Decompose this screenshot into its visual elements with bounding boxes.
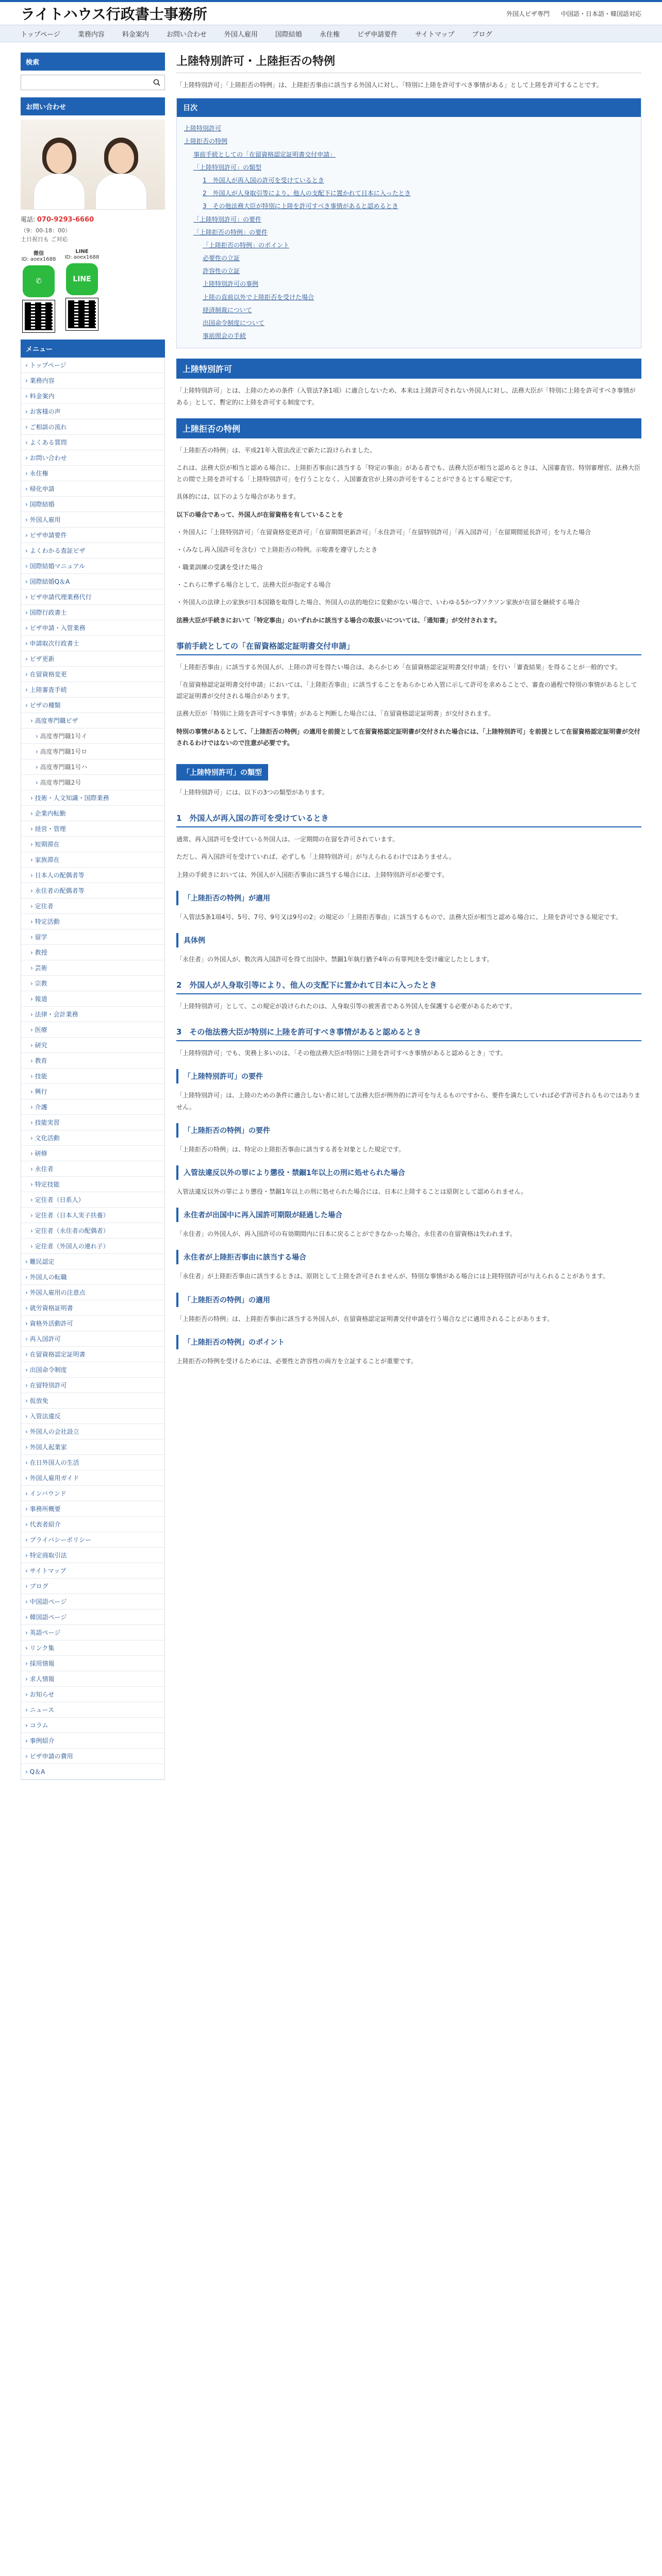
sidebar-menu-item[interactable]: › 介護	[21, 1099, 164, 1115]
section-heading: 上陸特別許可	[176, 359, 641, 379]
paragraph: 「上陸特別許可」でも、実務上多いのは、「その他法務大臣が特別に上陸を許可すべき事情があると認めるとき」です。	[176, 1049, 507, 1057]
toc-link[interactable]: 必要性の立証	[203, 255, 240, 262]
paragraph: 「永住者」の外国人が、再入国許可の有効期間内に日本に戻ることができなかった場合、永住者の在留資格は失われます。	[176, 1230, 517, 1238]
sidebar-menu-item[interactable]: › 外国人雇用の注意点	[21, 1285, 164, 1300]
sidebar-menu-item[interactable]: › 入管法違反	[21, 1409, 164, 1424]
toc-link[interactable]: 「上陸拒否の特例」のポイント	[203, 241, 290, 249]
contact-heading: お問い合わせ	[21, 97, 165, 115]
sidebar-menu-item[interactable]: › 特定商取引法	[21, 1548, 164, 1563]
paragraph: 「上陸拒否の特例」は、平成21年入管法改正で新たに設けられました。	[176, 446, 376, 454]
sidebar-menu-item[interactable]: › 芸術	[21, 960, 164, 976]
sidebar-menu-item[interactable]: › 在留特別許可	[21, 1378, 164, 1393]
sidebar-menu-item[interactable]: › 韓国語ページ	[21, 1609, 164, 1625]
office-hours	[21, 227, 165, 244]
toc-link[interactable]: 上陸特別許可の事例	[203, 280, 259, 288]
nav-employment[interactable]: 外国人雇用	[224, 30, 258, 39]
note: 法務大臣が手続きにおいて「特定事由」のいずれかに該当する場合の取扱いについては、「通知書」が交付されます。	[176, 616, 501, 624]
sidebar-menu-item[interactable]: › ビザ申請要件	[21, 528, 164, 543]
nav-requirements[interactable]: ビザ申請要件	[357, 30, 398, 39]
toc-link[interactable]: 上陸の直前以外で上陸拒否を受けた場合	[203, 293, 315, 301]
staff-figure-left	[31, 132, 88, 210]
sidebar-menu-item[interactable]: › トップページ	[21, 358, 164, 373]
paragraph: 具体的には、以下のような場合があります。	[176, 493, 300, 501]
sidebar-menu-item[interactable]: › 外国人雇用	[21, 512, 164, 528]
sidebar-menu-item[interactable]: › 難民認定	[21, 1254, 164, 1269]
paragraph: 入管法違反以外の罪により懲役・禁錮1年以上の刑に処せられた場合には、日本に上陸することは原則として認められません。	[176, 1188, 527, 1195]
sidebar-menu-item[interactable]: › 在留資格認定証明書	[21, 1347, 164, 1362]
sidebar-menu-item[interactable]: › 特定活動	[21, 914, 164, 929]
contact-photo	[21, 120, 165, 210]
subsection-heading: 「上陸特別許可」の類型	[176, 764, 268, 781]
sidebar-menu-item[interactable]: › よくある質問	[21, 435, 164, 450]
type-heading: 3 その他法務大臣が特別に上陸を許可すべき事情があると認めるとき	[176, 1023, 641, 1041]
toc-link[interactable]: 3 その他法務大臣が特別に上陸を許可すべき事情があると認めるとき	[203, 202, 399, 210]
sidebar-menu-item[interactable]: › 教授	[21, 945, 164, 960]
sidebar-menu-item[interactable]: › 国際行政書士	[21, 605, 164, 620]
sidebar-menu-item[interactable]: › 高度専門職1号ロ	[21, 744, 164, 759]
topic-heading: 入管法違反以外の罪により懲役・禁錮1年以上の刑に処せられた場合	[176, 1165, 641, 1180]
top-link-visa[interactable]: 外国人ビザ専門	[506, 10, 550, 18]
sidebar-menu-item[interactable]: › 求人情報	[21, 1671, 164, 1687]
sidebar-menu-item[interactable]: › 国際結婚マニュアル	[21, 558, 164, 574]
sidebar-menu-item[interactable]: › 文化活動	[21, 1130, 164, 1146]
main-nav	[0, 25, 662, 42]
sidebar-menu-item[interactable]: › 定住者	[21, 899, 164, 914]
sidebar-menu-item[interactable]: › 外国人雇用ガイド	[21, 1470, 164, 1486]
sidebar-menu-item[interactable]: › インバウンド	[21, 1486, 164, 1501]
wechat-card	[21, 249, 57, 332]
sidebar-menu-item[interactable]: › 代表者紹介	[21, 1517, 164, 1532]
sidebar-menu-item[interactable]: › 研究	[21, 1038, 164, 1053]
phone-label: 電話:	[21, 216, 36, 223]
sidebar-menu-item[interactable]: › 技能実習	[21, 1115, 164, 1130]
topic-heading: 「上陸拒否の特例」のポイント	[176, 1335, 641, 1349]
hours-days: 土日祝日も ご対応	[21, 235, 68, 243]
sidebar-menu-item[interactable]: › 高度専門職1号イ	[21, 728, 164, 744]
sidebar-menu-item[interactable]: › 国際結婚Q＆A	[21, 574, 164, 589]
sidebar-menu-item[interactable]: › サイトマップ	[21, 1563, 164, 1579]
toc-link[interactable]: 事前照会の手続	[203, 332, 246, 340]
list-item: ・これらに準ずる場合として、法務大臣が指定する場合	[176, 581, 331, 589]
toc-link[interactable]: 経済制裁について	[203, 306, 252, 314]
sidebar-menu-item[interactable]: › 出国命令制度	[21, 1362, 164, 1378]
paragraph: 上陸拒否の特例を受けるためには、必要性と許容性の両方を立証することが重要です。	[176, 1357, 418, 1365]
toc-link[interactable]: 出国命令制度について	[203, 319, 264, 327]
paragraph: 「上陸特別許可」には、以下の3つの類型があります。	[176, 788, 328, 796]
paragraph: 「上陸拒否の特例」は、特定の上陸拒否事由に該当する者を対象とした規定です。	[176, 1145, 405, 1153]
line-id: ID: aoex1688	[64, 255, 100, 260]
sidebar-menu-item[interactable]: › 事務所概要	[21, 1501, 164, 1517]
menu-heading: メニュー	[21, 340, 165, 358]
top-links	[506, 9, 641, 18]
list-item: ・（みなし再入国許可を含む）で上陸拒否の特例。示唆書を遵守したとき	[176, 546, 378, 553]
sidebar-menu-item[interactable]: › お問い合わせ	[21, 450, 164, 466]
sidebar-menu-item[interactable]: › ビザ申請の費用	[21, 1749, 164, 1764]
sidebar-menu-item[interactable]: › 在留資格変更	[21, 667, 164, 682]
paragraph: 「在留資格認定証明書交付申請」においては、「上陸拒否事由」に該当することをあらかじめ入管に示して許可を求めることで、審査の過程で特別の事情があるとして認定証明書が交付される場合があります。	[176, 681, 637, 700]
sidebar-menu-item[interactable]: › 中国語ページ	[21, 1594, 164, 1609]
sidebar-menu-item[interactable]: › 高度専門職ビザ	[21, 713, 164, 728]
paragraph: ただし、再入国許可を受けていれば、必ずしも「上陸特別許可」が与えられるわけではありません。	[176, 853, 455, 861]
paragraph: 上陸の手続きにおいては、外国人が入国拒否事由に該当する場合には、上陸特別許可が必要です。	[176, 871, 449, 878]
sidebar-menu-item[interactable]: › 興行	[21, 1084, 164, 1099]
sidebar-menu-item[interactable]: › 事例紹介	[21, 1733, 164, 1749]
sidebar-menu-item[interactable]: › 研修	[21, 1146, 164, 1161]
nav-top[interactable]: トップページ	[21, 30, 60, 39]
nav-sitemap[interactable]: サイトマップ	[415, 30, 455, 39]
sidebar-menu-item[interactable]: › 上陸審査手続	[21, 682, 164, 698]
nav-contact[interactable]: お問い合わせ	[166, 30, 207, 39]
nav-pricing[interactable]: 料金案内	[122, 30, 149, 39]
sidebar-menu-item[interactable]: › 特定技能	[21, 1177, 164, 1192]
sidebar-menu-item[interactable]: › 国際結婚	[21, 497, 164, 512]
wechat-id: ID: aoex1688	[21, 257, 56, 262]
side-menu	[21, 358, 165, 1780]
paragraph: 「入管法5条1項4号、5号、7号、9号又は9号の2」の規定の「上陸拒否事由」に該当するもので、法務大臣が相当と認める場合に、上陸を許可できる規定です。	[176, 913, 622, 921]
nav-services[interactable]: 業務内容	[77, 30, 105, 39]
hours-time: （9：00-18：00）	[21, 227, 71, 234]
toc-link[interactable]: 「上陸拒否の特例」の要件	[193, 228, 268, 236]
topic-heading: 「上陸拒否の特例」が適用	[176, 891, 641, 905]
toc-link[interactable]: 上陸拒否の特例	[184, 138, 228, 145]
sidebar-menu-item[interactable]: › 定住者（日本人実子扶養）	[21, 1208, 164, 1223]
sidebar-menu-item[interactable]: › 資格外活動許可	[21, 1316, 164, 1331]
topic-heading: 永住者が上陸拒否事由に該当する場合	[176, 1250, 641, 1264]
type-heading: 2 外国人が人身取引等により、他人の支配下に置かれて日本に入ったとき	[176, 976, 641, 994]
site-title[interactable]: ライトハウス行政書士事務所	[21, 6, 207, 23]
paragraph: 「上陸拒否事由」に該当する外国人が、上陸の許可を得たい場合は、あらかじめ「在留資格認定証明書交付申請」を行い「審査結果」を得ることが一般的です。	[176, 663, 622, 671]
sidebar-menu-item[interactable]: › 定住者（永住者の配偶者）	[21, 1223, 164, 1239]
sidebar-menu-item[interactable]: › ブログ	[21, 1579, 164, 1594]
sidebar-menu-item[interactable]: › プライバシーポリシー	[21, 1532, 164, 1548]
paragraph: 「上陸特別許可」は、上陸のための条件に適合しない者に対して法務大臣が例外的に許可を与えるものですから、要件を満たしていれば必ず許可されるものではありません。	[176, 1092, 641, 1111]
sidebar-menu-item[interactable]: › 教育	[21, 1053, 164, 1069]
line-qr-icon	[66, 298, 98, 330]
sidebar-menu-item[interactable]: › よくわかる査証ビザ	[21, 543, 164, 558]
line-icon[interactable]: LINE	[66, 263, 98, 295]
sidebar-menu-item[interactable]: › 申請取次行政書士	[21, 636, 164, 651]
paragraph: 「永住者」が上陸拒否事由に該当するときは、原則として上陸を許可されませんが、特別な事情がある場合には上陸特別許可が与えられることがあります。	[176, 1273, 609, 1280]
topic-heading: 「上陸拒否の特例」の要件	[176, 1123, 641, 1138]
sidebar-menu-item[interactable]: › 宗教	[21, 976, 164, 991]
paragraph: 「上陸特別許可」とは、上陸のための条件（入管法7条1項）に適合しないため、本来は上陸許可されない外国人に対し、法務大臣が「特別に上陸を許可すべき事情がある」として、暫定的に上陸を許可する制度です。	[176, 387, 636, 406]
search-heading: 検索	[21, 53, 165, 71]
paragraph: 通常、再入国許可を受けている外国人は、一定期間の在留を許可されています。	[176, 836, 399, 843]
nav-permanent[interactable]: 永住権	[319, 30, 340, 39]
search-icon	[153, 79, 160, 86]
paragraph: 「上陸特別許可」として、この規定が設けられたのは、人身取引等の被害者である外国人を保護する必要があるためです。	[176, 1003, 516, 1010]
qr-row	[21, 249, 165, 332]
toc-link[interactable]: 2 外国人が人身取引等により、他人の支配下に置かれて日本に入ったとき	[203, 190, 411, 197]
search-button[interactable]	[149, 75, 164, 90]
nav-blog[interactable]: ブログ	[472, 30, 492, 39]
sidebar-menu-item[interactable]: › 高度専門職1号ハ	[21, 759, 164, 775]
sidebar-menu-item[interactable]: › 技能	[21, 1069, 164, 1084]
sidebar-menu-item[interactable]: › お客様の声	[21, 404, 164, 419]
paragraph: 「永住者」の外国人が、数次再入国許可を得て出国中、禁錮1年執行猶予4年の有罪判決を受け確定したとします。	[176, 955, 493, 963]
sidebar-menu-item[interactable]: › 英語ページ	[21, 1625, 164, 1640]
line-card	[64, 249, 100, 332]
toc-link[interactable]: 事前手続としての「在留資格認定証明書交付申請」	[193, 150, 336, 158]
topic-heading: 「上陸特別許可」の要件	[176, 1069, 641, 1083]
sidebar-menu-item[interactable]: › 法律・会計業務	[21, 1007, 164, 1022]
sidebar-menu-item[interactable]: › 永住者の配偶者等	[21, 883, 164, 899]
sidebar-menu-item[interactable]: › ご相談の流れ	[21, 419, 164, 435]
sidebar-menu-item[interactable]: › 留学	[21, 929, 164, 945]
line-title: LINE	[75, 249, 89, 255]
paragraph: 法務大臣が「特別に上陸を許可すべき事情」があると判断した場合には、「在留資格認定証明書」が交付されます。	[176, 710, 494, 718]
sidebar-menu-item[interactable]: › 高度専門職2号	[21, 775, 164, 790]
sidebar-menu-item[interactable]: › 永住者	[21, 1161, 164, 1177]
toc-link[interactable]: 許容性の立証	[203, 267, 240, 275]
table-of-contents	[176, 98, 641, 348]
warning-text: 特別の事情があるとして、「上陸拒否の特例」の適用を前提として在留資格認定証明書が交付された場合には、「上陸特別許可」を前提として在留資格認定証明書が交付されるわけではないので注意が必要です。	[176, 727, 640, 747]
sidebar-menu-item[interactable]: › 外国人起業家	[21, 1439, 164, 1455]
main-content	[176, 53, 641, 2576]
sidebar-menu-item[interactable]: › 定住者（外国人の連れ子）	[21, 1239, 164, 1254]
search-input[interactable]	[21, 75, 149, 90]
wechat-qr-icon	[23, 300, 55, 332]
site-header	[0, 0, 662, 25]
sidebar-menu-item[interactable]: › ビザ申請・入管業務	[21, 620, 164, 636]
sidebar-menu-item[interactable]: › 技術・人文知識・国際業務	[21, 790, 164, 806]
phone-number[interactable]: 070-9293-6660	[37, 216, 94, 224]
sidebar-menu-item[interactable]: › 在日外国人の生活	[21, 1455, 164, 1470]
search-box	[21, 75, 165, 90]
sidebar-menu-item[interactable]: › 料金案内	[21, 388, 164, 404]
sidebar-menu-item[interactable]: › ビザの種類	[21, 698, 164, 713]
topic-heading: 具体例	[176, 933, 641, 947]
sidebar-menu-item[interactable]: › ニュース	[21, 1702, 164, 1718]
sidebar-menu-item[interactable]: › お知らせ	[21, 1687, 164, 1702]
section-heading: 上陸拒否の特例	[176, 418, 641, 438]
page-body	[0, 42, 662, 2576]
sidebar-menu-item[interactable]: › コラム	[21, 1718, 164, 1733]
sidebar-menu-item[interactable]: › ビザ申請代理業務代行	[21, 589, 164, 605]
topic-heading: 永住者が出国中に再入国許可期限が経過した場合	[176, 1208, 641, 1222]
phone-line	[21, 215, 165, 224]
paragraph: これは、法務大臣が相当と認める場合に、上陸拒否事由に該当する「特定の事由」がある者でも、法務大臣が相当と認めるときは、入国審査官、特別審理官、法務大臣との間で上陸を許可する「上陸特別許可」を行うことなく、入国審査官が上陸の許可をすることができるとする規定です。	[176, 464, 641, 483]
topic-heading: 「上陸拒否の特例」の適用	[176, 1293, 641, 1307]
staff-figure-right	[93, 132, 150, 210]
page-title: 上陸特別許可・上陸拒否の特例	[176, 53, 641, 73]
sidebar-menu-item[interactable]: › 経営・管理	[21, 821, 164, 837]
sidebar-menu-item[interactable]: › 帰化申請	[21, 481, 164, 497]
sidebar-menu-item[interactable]: › 医療	[21, 1022, 164, 1038]
list-item: ・外国人に「上陸特別許可」「在留資格変更許可」「在留期間更新許可」「永住許可」「在留特別許可」「再入国許可」「在留期間延長許可」を与えた場合	[176, 528, 591, 536]
subsection-heading: 事前手続としての「在留資格認定証明書交付申請」	[176, 637, 641, 655]
sidebar-menu-item[interactable]: › 外国人の会社設立	[21, 1424, 164, 1439]
sidebar-menu-item[interactable]: › 就労資格証明書	[21, 1300, 164, 1316]
sidebar-menu-item[interactable]: › 採用情報	[21, 1656, 164, 1671]
sidebar-menu-item[interactable]: › リンク集	[21, 1640, 164, 1656]
wechat-icon[interactable]: ✆	[23, 265, 55, 297]
toc-heading: 目次	[177, 98, 641, 117]
sidebar-menu-item[interactable]: › 仮放免	[21, 1393, 164, 1409]
list-item: ・職業訓練の受講を受けた場合	[176, 564, 263, 571]
toc-link[interactable]: 「上陸特別許可」の類型	[193, 163, 262, 171]
toc-link[interactable]: 1 外国人が再入国の許可を受けているとき	[203, 176, 324, 184]
sidebar-menu-item[interactable]: › 定住者（日系人）	[21, 1192, 164, 1208]
paragraph: 「上陸拒否の特例」は、上陸拒否事由に該当する外国人が、在留資格認定証明書交付申請を行う場合などに適用されることがあります。	[176, 1315, 554, 1323]
nav-marriage[interactable]: 国際結婚	[275, 30, 302, 39]
toc-link[interactable]: 「上陸特別許可」の要件	[193, 215, 262, 223]
top-link-language[interactable]: 中国語・日本語・韓国語対応	[560, 10, 641, 18]
sidebar-menu-item[interactable]: › 外国人の転職	[21, 1269, 164, 1285]
sidebar-menu-item[interactable]: › 報道	[21, 991, 164, 1007]
toc-list	[177, 117, 641, 348]
toc-link[interactable]: 上陸特別許可	[184, 125, 222, 132]
sidebar-menu-item[interactable]: › 業務内容	[21, 373, 164, 388]
intro-text: 「上陸特別許可」「上陸拒否の特例」は、上陸拒否事由に該当する外国人に対し、「特別に上陸を許可すべき事情がある」として上陸を許可することです。	[176, 81, 603, 89]
paragraph: 以下の場合であって、外国人が在留資格を有していることを	[176, 511, 343, 518]
sidebar-menu-item[interactable]: › Q＆A	[21, 1764, 164, 1780]
wechat-title: 微信	[34, 251, 44, 257]
paragraph: ・外国人の法律上の家族が日本国籍を取得した場合、外国人の法的地位に変動がない場合で、いわゆる5かつ7ソクソン家族が在留を継続する場合	[176, 599, 580, 606]
sidebar-menu-item[interactable]: › 再入国許可	[21, 1331, 164, 1347]
sidebar-menu-item[interactable]: › 日本人の配偶者等	[21, 868, 164, 883]
sidebar-menu-item[interactable]: › 企業内転勤	[21, 806, 164, 821]
sidebar-menu-item[interactable]: › 永住権	[21, 466, 164, 481]
sidebar-menu-item[interactable]: › ビザ更新	[21, 651, 164, 667]
sidebar-menu-item[interactable]: › 家族滞在	[21, 852, 164, 868]
sidebar	[21, 53, 165, 2576]
type-heading: 1 外国人が再入国の許可を受けているとき	[176, 809, 641, 827]
sidebar-menu-item[interactable]: › 短期滞在	[21, 837, 164, 852]
